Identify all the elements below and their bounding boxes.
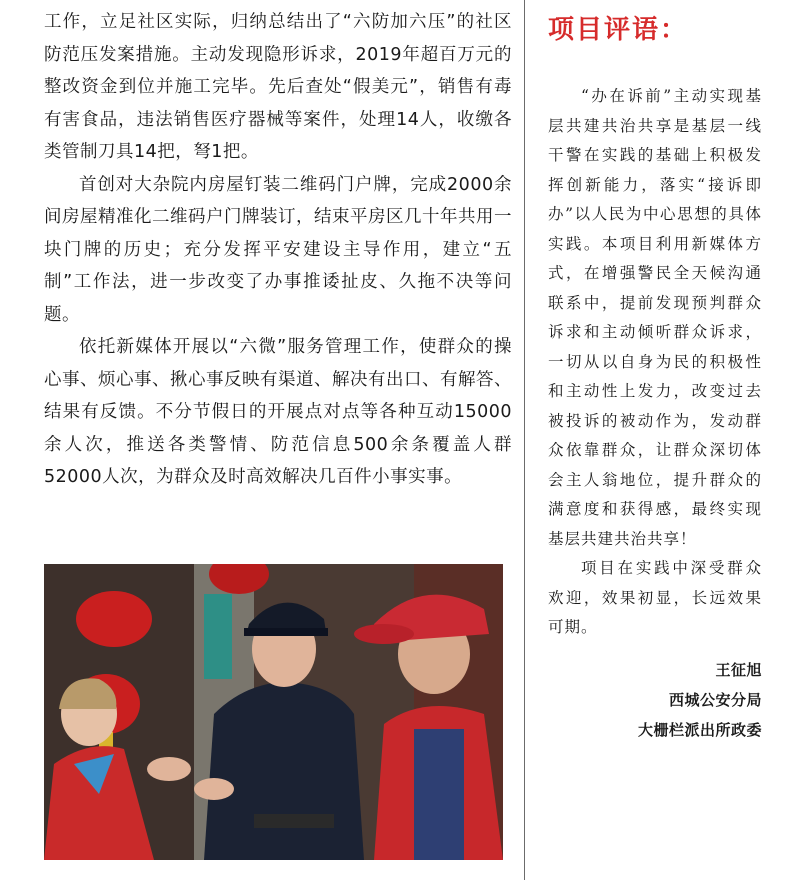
column-divider [524, 0, 525, 880]
signature-title: 大栅栏派出所政委 [637, 720, 762, 739]
signature-block [548, 655, 762, 745]
signature-name: 王征旭 [715, 660, 762, 679]
community-police-photo [44, 564, 503, 860]
article-paragraph: 首创对大杂院内房屋钉装二维码门户牌，完成2000余间房屋精准化二维码户门牌装订，结束平房区几十年共用一块门牌的历史；充分发挥平安建设主导作用，建立“五制”工作法，进一步改变了办事推诿扯皮、久拖不决等问题。 [44, 174, 512, 325]
comment-column [548, 10, 762, 745]
signature-organization: 西城公安分局 [668, 690, 762, 709]
article-paragraph: 依托新媒体开展以“六微”服务管理工作，使群众的操心事、烦心事、揪心事反映有渠道、解决有出口、有解答、结果有反馈。不分节假日的开展点对点等各种互动15000余人次，推送各类警情、防范信息500余条覆盖人群52000人次，为群众及时高效解决几百件小事实事。 [44, 337, 512, 487]
comment-heading: 项目评语： [548, 15, 689, 45]
article-paragraph: 工作，立足社区实际，归纳总结出了“六防加六压”的社区防范压发案措施。主动发现隐形诉求，2019年超百万元的整改资金到位并施工完毕。先后查处“假美元”，销售有毒有害食品，违法销售医疗器械等案件，处理14人，收缴各类管制刀具14把，弩1把。 [44, 12, 512, 162]
comment-paragraph: “办在诉前”主动实现基层共建共治共享是基层一线干警在实践的基础上积极发挥创新能力，落实“接诉即办”以人民为中心思想的具体实践。本项目利用新媒体方式，在增强警民全天候沟通联系中，提前发现预判群众诉求和主动倾听群众诉求，一切从以自身为民的积极性和主动性上发力，改变过去被投诉的被动作为，发动群众依靠群众，让群众深切体会主人翁地位，提升群众的满意度和获得感，最终实现基层共建共治共享！ [548, 87, 762, 548]
photo-illustration [44, 564, 503, 860]
comment-paragraph: 项目在实践中深受群众欢迎，效果初显，长远效果可期。 [548, 559, 762, 636]
article-column [44, 6, 512, 494]
